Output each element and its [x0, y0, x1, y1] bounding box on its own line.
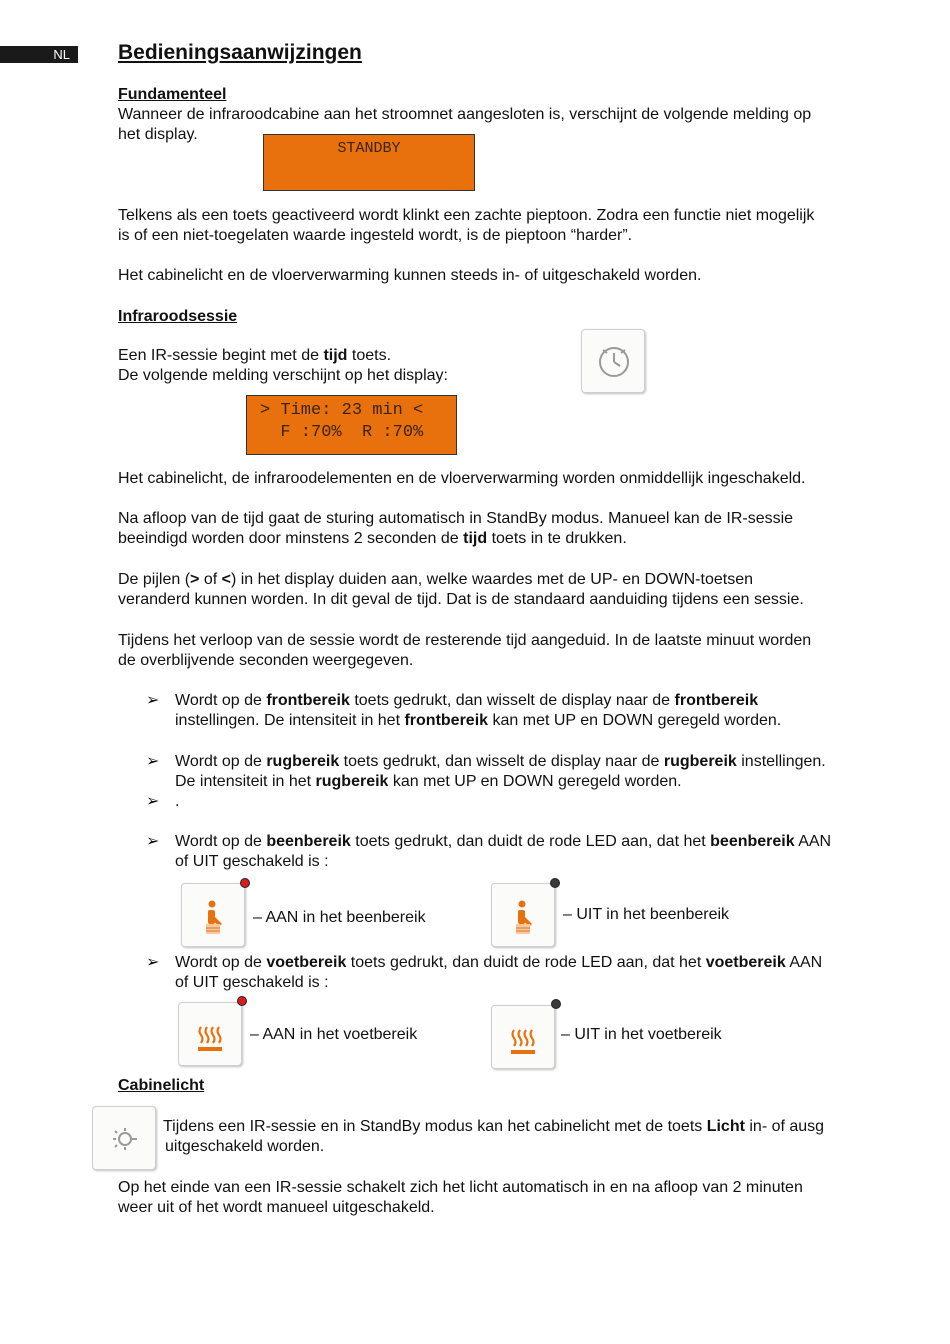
person-seat-icon — [182, 884, 246, 948]
heat-waves-icon — [492, 1006, 556, 1070]
time-key[interactable] — [581, 329, 645, 393]
clock-icon — [582, 330, 646, 394]
led-off-indicator — [550, 878, 560, 888]
leg-zone-key-off[interactable] — [491, 883, 555, 947]
lcd-session-display — [246, 395, 457, 455]
bullet-voet-line-2: of UIT geschakeld is : — [175, 974, 329, 991]
leg-on-caption: – AAN in het beenbereik — [253, 909, 426, 926]
beep-line-1: Telkens als een toets geactiveerd wordt klinkt een zachte pieptoon. Zodra een functie niet mogelijk — [118, 207, 815, 224]
light-auto-line-1: Op het einde van een IR-sessie schakelt zich het licht automatisch in en na afloop van 2 minuten — [118, 1179, 803, 1196]
lcd-standby-display: STANDBY — [263, 134, 475, 191]
bullet-arrow-icon: ➢ — [146, 793, 160, 810]
bullet-arrow-icon: ➢ — [146, 753, 160, 770]
light-key[interactable] — [92, 1106, 156, 1170]
foot-zone-key-on[interactable] — [178, 1002, 242, 1066]
bullet-been-line-1: Wordt op de beenbereik toets gedrukt, dan duidt de rode LED aan, dat het beenbereik AAN — [175, 833, 832, 850]
page-title: Bedieningsaanwijzingen — [118, 41, 362, 64]
session-start-text: Een IR-sessie begint met de tijd toets. — [118, 347, 392, 364]
lcd-line-2: F :70% R :70% — [260, 423, 424, 442]
light-floor-text: Het cabinelicht en de vloerverwarming kunnen steeds in- of uitgeschakeld worden. — [118, 267, 702, 284]
intro-line-1: Wanneer de infraroodcabine aan het stroomnet aangesloten is, verschijnt de volgende melding op — [118, 106, 812, 123]
beep-line-2: is of een niet-toegelaten waarde ingesteld wordt, is de pieptoon “harder”. — [118, 227, 633, 244]
bullet-dot: . — [175, 793, 180, 810]
foot-zone-key-off[interactable] — [491, 1005, 555, 1069]
intro-line-2: het display. — [118, 126, 198, 143]
leg-off-caption: – UIT in het beenbereik — [563, 906, 730, 923]
bullet-front-line-2: instellingen. De intensiteit in het frontbereik kan met UP en DOWN geregeld worden. — [175, 712, 782, 729]
elements-on-text: Het cabinelicht, de infraroodelementen en de vloerverwarming worden onmiddellijk ingeschakeld. — [118, 470, 806, 487]
heading-fundamenteel: Fundamenteel — [118, 86, 227, 103]
bullet-front-line-1: Wordt op de frontbereik toets gedrukt, dan wisselt de display naar de frontbereik — [175, 692, 759, 709]
leg-zone-key-on[interactable] — [181, 883, 245, 947]
light-bulb-icon — [93, 1107, 157, 1171]
heat-waves-icon — [179, 1003, 243, 1067]
bullet-rug-line-2: De intensiteit in het rugbereik kan met UP en DOWN geregeld worden. — [175, 773, 682, 790]
foot-on-caption: – AAN in het voetbereik — [250, 1026, 418, 1043]
arrows-line-1: De pijlen (> of <) in het display duiden aan, welke waardes met de UP- en DOWN-toetsen — [118, 571, 753, 588]
session-end-line-2: beeindigd worden door minstens 2 seconden de tijd toets in te drukken. — [118, 530, 627, 547]
heading-infraroodsessie: Infraroodsessie — [118, 308, 238, 325]
bullet-voet-line-1: Wordt op de voetbereik toets gedrukt, dan duidt de rode LED aan, dat het voetbereik AAN — [175, 954, 823, 971]
bullet-arrow-icon: ➢ — [146, 833, 160, 850]
session-end-line-1: Na afloop van de tijd gaat de sturing automatisch in StandBy modus. Manueel kan de IR-sessie — [118, 510, 794, 527]
light-line-2: uitgeschakeld worden. — [165, 1138, 325, 1155]
led-off-indicator — [551, 999, 561, 1009]
person-seat-icon — [492, 884, 556, 948]
bullet-arrow-icon: ➢ — [146, 692, 160, 709]
led-on-indicator — [240, 878, 250, 888]
heading-cabinelicht: Cabinelicht — [118, 1077, 205, 1094]
arrows-line-2: veranderd kunnen worden. In dit geval de tijd. Dat is de standaard aanduiding tijdens een sessie. — [118, 591, 804, 608]
lcd-line-1: > Time: 23 min < — [260, 401, 424, 420]
light-auto-line-2: weer uit of het wordt manueel uitgeschakeld. — [118, 1199, 435, 1216]
bullet-arrow-icon: ➢ — [146, 954, 160, 971]
language-tab: NL — [0, 46, 78, 63]
led-on-indicator — [237, 996, 247, 1006]
bullet-been-line-2: of UIT geschakeld is : — [175, 853, 329, 870]
light-line-1: Tijdens een IR-sessie en in StandBy modus kan het cabinelicht met de toets Licht in- of ausg — [163, 1118, 825, 1135]
foot-off-caption: – UIT in het voetbereik — [561, 1026, 722, 1043]
remaining-line-2: de overblijvende seconden weergegeven. — [118, 652, 414, 669]
bullet-rug-line-1: Wordt op de rugbereik toets gedrukt, dan wisselt de display naar de rugbereik instellingen. — [175, 753, 826, 770]
display-message-text: De volgende melding verschijnt op het display: — [118, 367, 448, 384]
remaining-line-1: Tijdens het verloop van de sessie wordt de resterende tijd aangeduid. In de laatste minuut worden — [118, 632, 812, 649]
